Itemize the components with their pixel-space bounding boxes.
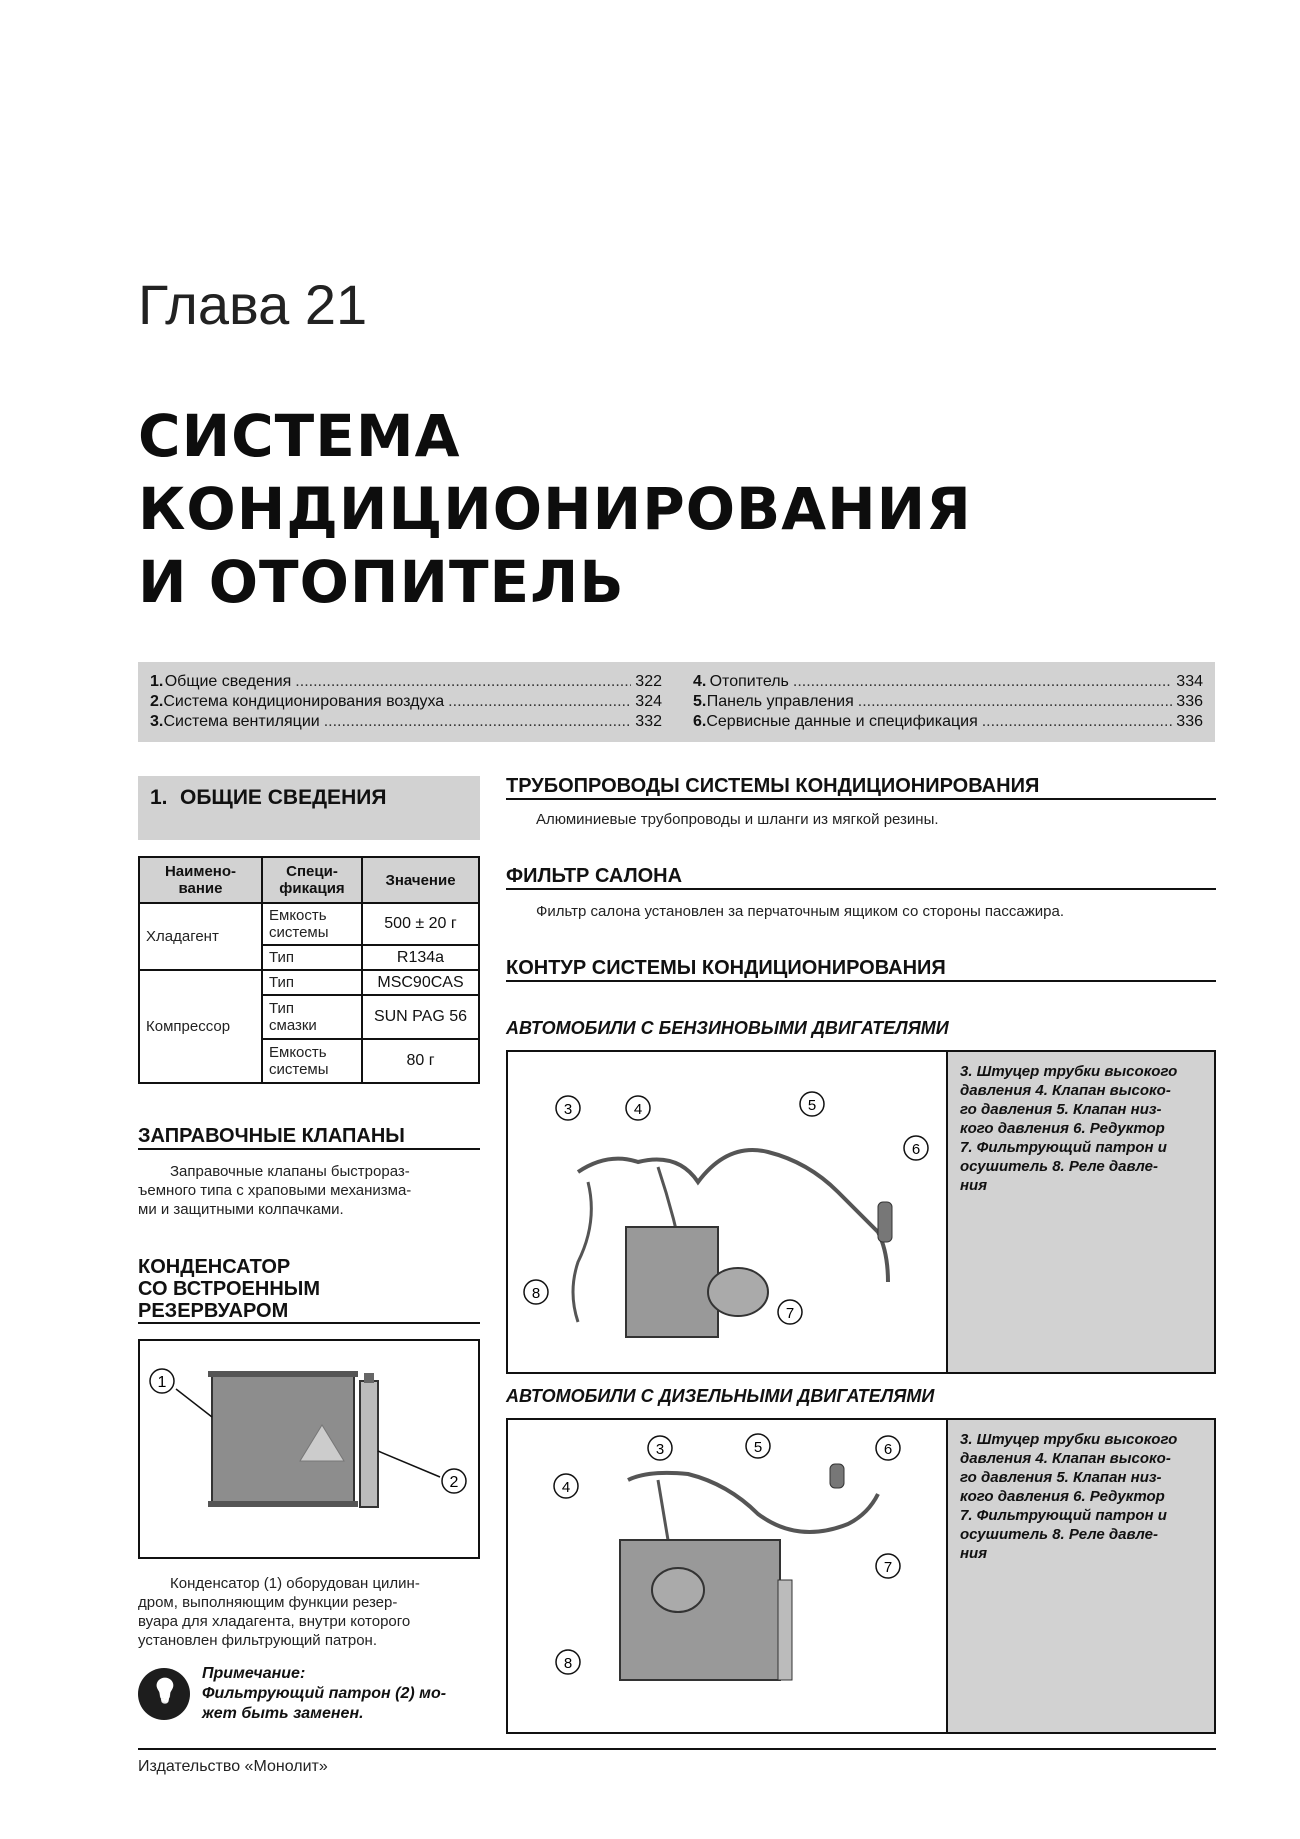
- header-text: Наимено-: [164, 863, 237, 880]
- toc-item[interactable]: [150, 692, 662, 712]
- diesel-heading: АВТОМОБИЛИ С ДИЗЕЛЬНЫМИ ДВИГАТЕЛЯМИ: [506, 1386, 935, 1406]
- toc-num: 3.: [150, 713, 164, 730]
- toc-leader: [982, 712, 1173, 732]
- value-cell: 500 ± 20 г: [362, 903, 479, 945]
- header-cell: [139, 857, 262, 903]
- expansion-valve: [830, 1464, 844, 1488]
- header-cell: [362, 857, 479, 903]
- group-cell: Компрессор: [139, 970, 262, 1083]
- toc-title: Общие сведения: [164, 673, 292, 690]
- callout-5: 5: [753, 1439, 763, 1456]
- diesel-illustration: [508, 1420, 948, 1732]
- toc-item[interactable]: [693, 692, 1203, 712]
- chapter-number: Глава 21: [138, 273, 368, 336]
- lightbulb-icon: [138, 1668, 190, 1720]
- pipe-line: [578, 1150, 888, 1282]
- toc-page: 332: [635, 713, 662, 730]
- callout-5: 5: [807, 1097, 817, 1114]
- spec-cell: Тип: [262, 945, 362, 970]
- toc-leader: [295, 672, 631, 692]
- table-row: [139, 970, 479, 995]
- toc-column-left: [150, 672, 662, 732]
- header-text: фикация: [279, 880, 345, 897]
- header-cell: [262, 857, 362, 903]
- value-cell: MSC90CAS: [362, 970, 479, 995]
- diesel-figure: [506, 1418, 1216, 1734]
- condenser-core: [212, 1375, 354, 1503]
- petrol-figure: [506, 1050, 1216, 1374]
- toc-leader: [858, 692, 1173, 712]
- title-line: И ОТОПИТЕЛЬ: [138, 548, 625, 616]
- title-line: КОНДИЦИОНИРОВАНИЯ: [138, 475, 972, 543]
- callout-6: 6: [883, 1441, 893, 1458]
- spec-cell: Тип смазки: [262, 995, 362, 1039]
- leader-line-2: [378, 1451, 440, 1477]
- pipe-line: [573, 1182, 591, 1322]
- callout-6: 6: [911, 1141, 921, 1158]
- toc-title: Система вентиляции: [163, 713, 320, 730]
- receiver-cap: [364, 1373, 374, 1383]
- condenser-core: [620, 1540, 780, 1680]
- value-cell: 80 г: [362, 1039, 479, 1083]
- condenser-top-tank: [208, 1371, 358, 1377]
- toc-page: 336: [1176, 693, 1203, 710]
- toc-title: Панель управления: [706, 693, 854, 710]
- condenser-figure: [138, 1339, 480, 1559]
- note: Примечание: Фильтрующий патрон (2) мо- жет быть заменен.: [202, 1665, 447, 1722]
- toc-page: 336: [1176, 713, 1203, 730]
- toc-num: 1.: [150, 673, 164, 690]
- value-cell: R134a: [362, 945, 479, 970]
- toc-item[interactable]: [693, 672, 1203, 692]
- section-number: 1.: [150, 786, 168, 809]
- filter-heading: ФИЛЬТР САЛОНА: [506, 864, 1216, 890]
- section-heading-general: [138, 776, 480, 840]
- group-cell: Хладагент: [139, 903, 262, 970]
- condenser-bottom-tank: [208, 1501, 358, 1507]
- toc-num: 5.: [693, 693, 707, 710]
- condenser-text: Конденсатор (1) оборудован цилин- дром, выполняющим функции резер- вуара для хладагента, внутри которого установлен фильтрующий патрон.: [138, 1575, 420, 1649]
- section-title: ОБЩИЕ СВЕДЕНИЯ: [180, 786, 387, 809]
- callout-4: 4: [561, 1479, 571, 1496]
- receiver-cylinder: [360, 1381, 378, 1507]
- callout-3: 3: [563, 1101, 573, 1118]
- condenser-illustration: [140, 1341, 480, 1559]
- filter-text: Фильтр салона установлен за перчаточным ящиком со стороны пассажира.: [536, 903, 1065, 920]
- toc-title: Сервисные данные и спецификация: [706, 713, 978, 730]
- toc-column-right: [693, 672, 1203, 732]
- toc-num: 4.: [693, 673, 707, 690]
- leader-line-1: [176, 1389, 212, 1417]
- petrol-heading: АВТОМОБИЛИ С БЕНЗИНОВЫМИ ДВИГАТЕЛЯМИ: [506, 1018, 949, 1038]
- toc-num: 2.: [150, 693, 164, 710]
- callout-2: 2: [449, 1474, 459, 1491]
- condenser-core: [626, 1227, 718, 1337]
- circuit-heading: КОНТУР СИСТЕМЫ КОНДИЦИОНИРОВАНИЯ: [506, 956, 1216, 982]
- callout-8: 8: [531, 1285, 541, 1302]
- callout-4: 4: [633, 1101, 643, 1118]
- petrol-illustration: [508, 1052, 948, 1372]
- toc-item[interactable]: [150, 712, 662, 732]
- callout-7: 7: [883, 1559, 893, 1576]
- toc-num: 6.: [693, 713, 707, 730]
- expansion-valve: [878, 1202, 892, 1242]
- valves-text: Заправочные клапаны быстрораз- ъемного типа с храповыми механизма- ми и защитными колпачками.: [138, 1163, 412, 1218]
- valves-heading: ЗАПРАВОЧНЫЕ КЛАПАНЫ: [138, 1124, 480, 1150]
- footer-divider: [138, 1748, 1216, 1750]
- diesel-caption: 3. Штуцер трубки высокого давления 4. Клапан высоко- го давления 5. Клапан низ- кого давления 6. Редуктор 7. Фильтрующий патрон и осушитель 8. Реле давле- ния: [946, 1420, 1214, 1732]
- receiver-cylinder: [778, 1580, 792, 1680]
- toc-leader: [324, 712, 632, 732]
- condenser-heading: КОНДЕНСАТОР СО ВСТРОЕННЫМ РЕЗЕРВУАРОМ: [138, 1256, 480, 1324]
- toc-item[interactable]: [150, 672, 662, 692]
- table-row: [139, 903, 479, 945]
- header-text: Специ-: [286, 863, 338, 880]
- toc-item[interactable]: [693, 712, 1203, 732]
- callout-3: 3: [655, 1441, 665, 1458]
- chapter-title: [138, 400, 972, 619]
- toc-title: Система кондиционирования воздуха: [163, 693, 445, 710]
- spec-cell: Тип: [262, 970, 362, 995]
- value-cell: SUN PAG 56: [362, 995, 479, 1039]
- toc-page: 334: [1176, 673, 1203, 690]
- callout-1: 1: [157, 1374, 167, 1391]
- spec-table: [138, 856, 480, 1084]
- callout-7: 7: [785, 1305, 795, 1322]
- header-text: вание: [178, 880, 223, 897]
- pipes-heading: ТРУБОПРОВОДЫ СИСТЕМЫ КОНДИЦИОНИРОВАНИЯ: [506, 774, 1216, 800]
- pipes-text: Алюминиевые трубопроводы и шланги из мягкой резины.: [536, 811, 939, 828]
- spec-cell: Емкость системы: [262, 1039, 362, 1083]
- spec-cell: Емкость системы: [262, 903, 362, 945]
- callout-8: 8: [563, 1655, 573, 1672]
- toc-page: 322: [635, 673, 662, 690]
- toc-leader: [448, 692, 631, 712]
- toc-title: Отопитель: [709, 673, 789, 690]
- compressor: [708, 1268, 768, 1316]
- toc-leader: [793, 672, 1172, 692]
- compressor: [652, 1568, 704, 1612]
- table-of-contents: [138, 662, 1215, 742]
- toc-page: 324: [635, 693, 662, 710]
- title-line: СИСТЕМА: [138, 402, 461, 470]
- table-header-row: [139, 857, 479, 903]
- header-text: Значение: [385, 871, 456, 889]
- publisher-footer: Издательство «Монолит»: [138, 1758, 328, 1775]
- petrol-caption: 3. Штуцер трубки высокого давления 4. Клапан высоко- го давления 5. Клапан низ- кого давления 6. Редуктор 7. Фильтрующий патрон и осушитель 8. Реле давле- ния: [946, 1052, 1214, 1372]
